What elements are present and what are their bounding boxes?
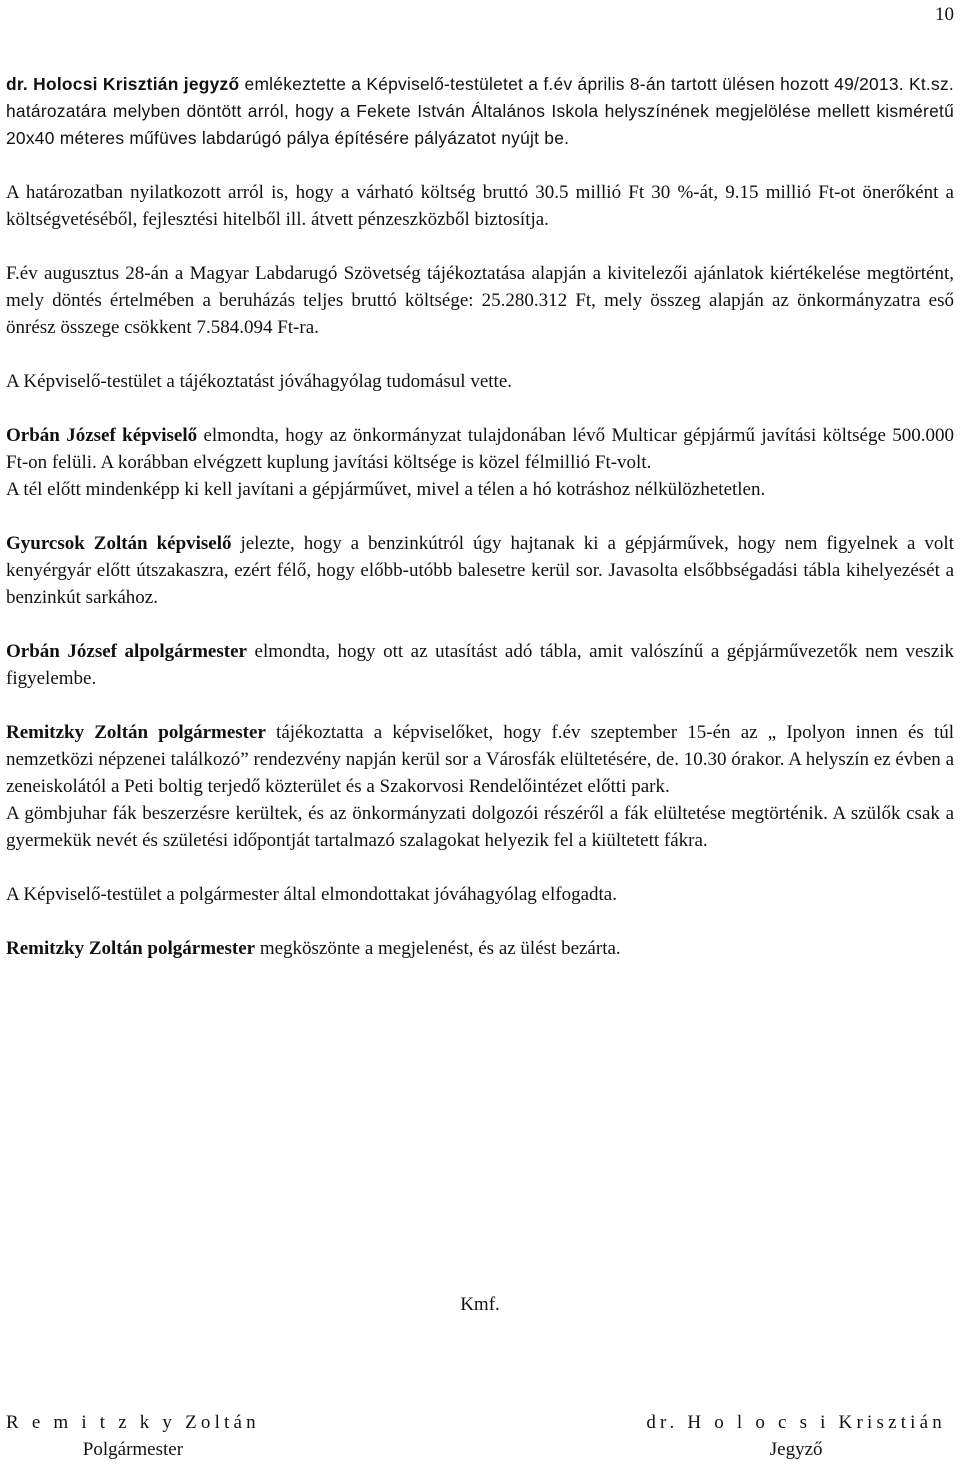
paragraph-text: A tél előtt mindenképp ki kell javítani a gépjárművet, mivel a télen a hó kotráshoz nélkülözhetetlen. bbox=[6, 479, 766, 500]
paragraph-jegyzo-reminder bbox=[6, 71, 954, 152]
paragraph-text: A határozatban nyilatkozott arról is, hogy a várható költség bruttó 30.5 millió Ft 30 %-át, 9.15 millió Ft-ot önerőként a költségvetéséből, fejlesztési hitelből ill. átvett pénzeszközből biztosítja. bbox=[6, 182, 954, 230]
paragraph-closing bbox=[6, 935, 954, 962]
paragraph-sign-response bbox=[6, 638, 954, 692]
paragraph-tree-planting bbox=[6, 719, 954, 800]
paragraph-text: elmondta, hogy ott az utasítást adó tábla, amit valószínű a gépjárművezetők nem veszik figyelembe. bbox=[6, 641, 954, 689]
paragraph-text: megköszönte a megjelenést, és az ülést bezárta. bbox=[255, 938, 621, 959]
signature-mayor bbox=[6, 1409, 260, 1463]
signature-notary bbox=[646, 1409, 946, 1463]
paragraph-acknowledgement bbox=[6, 368, 954, 395]
speaker-name: Orbán József képviselő bbox=[6, 425, 198, 446]
signature-name: R e m i t z k y Zoltán bbox=[6, 1412, 260, 1433]
speaker-name: Remitzky Zoltán polgármester bbox=[6, 938, 256, 959]
speaker-name: Remitzky Zoltán polgármester bbox=[6, 722, 266, 743]
paragraph-traffic-sign bbox=[6, 530, 954, 611]
paragraph-mlsz-evaluation bbox=[6, 260, 954, 341]
speaker-name: dr. Holocsi Krisztián jegyző bbox=[6, 74, 240, 94]
paragraph-text: F.év augusztus 28-án a Magyar Labdarugó Szövetség tájékoztatása alapján a kivitelezői ajánlatok kiértékelése megtörtént, mely döntés értelmében a beruházás teljes bruttó költsége: 25.280.312 Ft, mely összeg alapján az önkormányzatra eső önrész összege csökkent 7.584.094 Ft-ra. bbox=[6, 263, 954, 338]
paragraph-text: emlékeztette a Képviselő-testületet a f.év április 8-án tartott ülésen hozott 49/2013. Kt.sz. határozatára melyben döntött arról, hogy a Fekete István Általános Iskola helyszínének megjelölése mellett kisméretű 20x40 méteres műfüves labdarúgó pálya építésére pályázatot nyújt be. bbox=[6, 74, 954, 148]
signature-title: Jegyző bbox=[769, 1439, 823, 1460]
paragraph-text: elmondta, hogy az önkormányzat tulajdonában lévő Multicar gépjármű javítási költsége 500.000 Ft-on felüli. A korábban elvégzett kuplung javítási költsége is közel félmillió Ft-volt. bbox=[6, 425, 955, 473]
paragraph-text: A Képviselő-testület a polgármester által elmondottakat jóváhagyólag elfogadta. bbox=[6, 884, 617, 905]
paragraph-winter-repair bbox=[6, 476, 954, 503]
paragraph-text: A gömbjuhar fák beszerzésre kerültek, és az önkormányzati dolgozói részéről a fák elültetése megtörténik. A szülők csak a gyermekük nevét és születési időpontját tartalmazó szalagokat helyezik fel a kiültetett fákra. bbox=[6, 803, 954, 851]
signature-title: Polgármester bbox=[82, 1439, 184, 1460]
paragraph-cost-declaration bbox=[6, 179, 954, 233]
paragraph-maple-trees bbox=[6, 800, 954, 854]
paragraph-text: tájékoztatta a képviselőket, hogy f.év szeptember 15-én az „ Ipolyon innen és túl nemzetközi népzenei találkozó” rendezvény napján kerül sor a Városfák elültetésére, de. 10.30 órakor. A helyszín ez évben a zeneiskolától a Peti boltig terjedő közterület és a Szakorvosi Rendelőintézet előtti park. bbox=[6, 722, 955, 797]
speaker-name: Gyurcsok Zoltán képviselő bbox=[6, 533, 232, 554]
speaker-name: Orbán József alpolgármester bbox=[6, 641, 247, 662]
paragraph-text: jelezte, hogy a benzinkútról úgy hajtanak ki a gépjárművek, hogy nem figyelnek a volt kenyérgyár előtt útszakaszra, ezért félő, hogy előbb-utóbb balesetre kerül sor. Javasolta elsőbbségadási tábla kihelyezését a benzinkút sarkához. bbox=[6, 533, 954, 608]
document-body bbox=[6, 71, 954, 962]
page-number: 10 bbox=[935, 4, 954, 25]
kmf-label: Kmf. bbox=[460, 1294, 500, 1315]
signature-name: dr. H o l o c s i Krisztián bbox=[646, 1412, 946, 1433]
paragraph-approval bbox=[6, 881, 954, 908]
paragraph-text: A Képviselő-testület a tájékoztatást jóváhagyólag tudomásul vette. bbox=[6, 371, 512, 392]
paragraph-multicar-repair bbox=[6, 422, 954, 476]
